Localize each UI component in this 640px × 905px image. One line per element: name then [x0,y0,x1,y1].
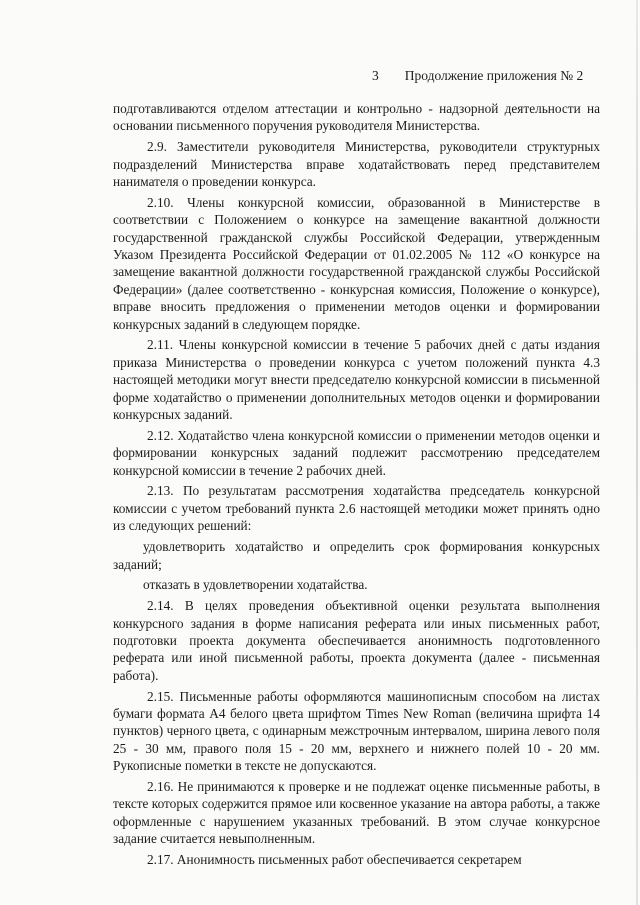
paragraph: подготавливаются отделом аттестации и контрольно - надзорной деятельности на основании письменного поручения руководителя Министерства. [113,101,600,134]
paragraph: 2.15. Письменные работы оформляются машинописным способом на листах бумаги формата А4 белого цвета шрифтом Times New Roman (величина шрифта 14 пунктов) черного цвета, с одинарным межстрочным интервалом, ширина левого поля 25 - 30 мм, правого поля 15 - 20 мм, верхнего и нижнего полей 10 - 20 мм. Рукописные пометки в тексте не допускаются. [113,688,600,774]
appendix-title: Продолжение приложения № 2 [404,68,584,83]
paragraph: 2.16. Не принимаются к проверке и не подлежат оценке письменные работы, в тексте которых содержится прямое или косвенное указание на автора работы, а также оформленные с нарушением указанных требований. В этом случае конкурсное задание считается невыполненным. [113,778,600,847]
paragraph: отказать в удовлетворении ходатайства. [143,577,368,593]
paragraph: 2.13. По результатам рассмотрения ходатайства председатель конкурсной комиссии с учетом требований пункта 2.6 настоящей методики может принять одно из следующих решений: [113,483,600,534]
paragraph: 2.17. Анонимность письменных работ обеспечивается секретарем [147,851,522,867]
paragraph: 2.10. Члены конкурсной комиссии, образованной в Министерстве в соответствии с Положением о конкурсе на замещение вакантной должности государственной гражданской службы Российской Федерации, утвержденным Указом Президента Российской Федерации от 01.02.2005 № 112 «О конкурсе на замещение вакантной должности государственной гражданской службы Российской Федерации» (далее соответственно - конкурсная комиссия, Положение о конкурсе), вправе вносить предложения о применении методов оценки и формировании конкурсных заданий в следующем порядке. [113,194,600,332]
paragraph: 2.12. Ходатайство члена конкурсной комиссии о применении методов оценки и формировании конкурсных заданий подлежит рассмотрению председателем конкурсной комиссии в течение 2 рабочих дней. [113,427,600,478]
paragraph: 2.14. В целях проведения объективной оценки результата выполнения конкурсного задания в форме написания реферата или иных письменных работ, подготовки проекта документа обеспечивается анонимность подготовленного реферата или иной письменной работы, проекта документа (далее - письменная работа). [113,598,600,683]
paragraph: удовлетворить ходатайство и определить срок формирования конкурсных заданий; [113,539,600,572]
page-header [372,68,592,84]
page-number: 3 [372,68,379,83]
paragraph: 2.9. Заместители руководителя Министерства, руководители структурных подразделений Министерства вправе ходатайствовать перед представителем нанимателя о проведении конкурса. [113,139,600,190]
document-body [113,100,600,872]
scan-edge [636,0,638,905]
paragraph: 2.11. Члены конкурсной комиссии в течение 5 рабочих дней с даты издания приказа Министерства о проведении конкурса с учетом положений пункта 4.3 настоящей методики могут внести председателю конкурсной комиссии в письменной форме ходатайство о применении дополнительных методов оценки и формировании конкурсных заданий. [113,337,600,423]
